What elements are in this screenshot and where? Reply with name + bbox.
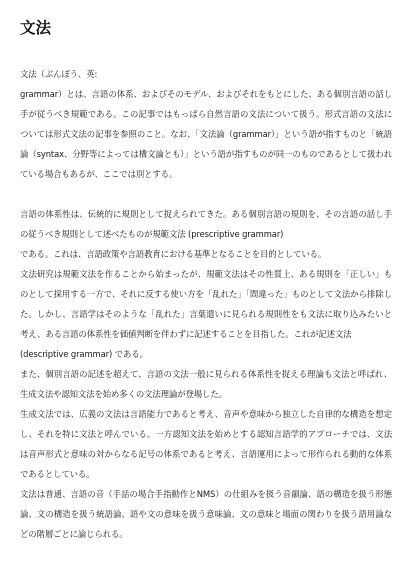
subfields-paragraph: 文法は普通、言語の音（手話の場合手指動作とNMS）の仕組みを扱う音韻論、語の構造を扱う形態論、文の構造を扱う統語論、語や文の意味を扱う意味論、文の意味と場面の関わりを扱う語用論などの階層ごとに論じられる。 <box>20 489 392 539</box>
prescriptive-purpose-paragraph: である。これは、言語政策や言語教育における基準となることを目的としている。 <box>20 249 327 259</box>
document-page <box>20 18 392 544</box>
grammar-theory-paragraph: また、個別言語の記述を超えて、言語の文法一般に見られる体系性を捉える理論も文法と呼ばれ、生成文法や認知文法を始め多くの文法理論が登場した。 <box>20 369 392 399</box>
prescriptive-paragraph: 言語の体系性は、伝統的に規則として捉えられてきた。ある個別言語の規則を、その言語の話し手の従うべき規則として述べたものが規範文法 (prescriptive grammar) <box>20 209 392 239</box>
definition-paragraph: grammar）とは、言語の体系、およびそのモデル、およびそれをもとにした、ある個別言語の話し手が従うべき規範である。この記事ではもっぱら自然言語の文法について扱う。形式言語の文法については形式文法の記事を参照のこと。なお、「文法論（grammar）」という語が指すものと「統語論（syntax、分野等によっては構文論とも）」という語が指すものが同一のものであるとして扱われている場合もあるが、ここでは別とする。 <box>20 89 392 179</box>
descriptive-paragraph: 文法研究は規範文法を作ることから始まったが、規範文法はその性質上、ある規則を「正しい」ものとして採用する一方で、それに反する使い方を「乱れた」「間違った」ものとして文法から排除した。しかし、言語学はそのような「乱れた」言葉遣いに見られる規則性をも文法に取り込みたいと考え、ある言語の体系性を価値判断を伴わずに記述することを目指した。これが記述文法 <box>20 269 392 339</box>
intro-line: 文法（ぶんぽう、英: <box>20 69 98 79</box>
page-title: 文法 <box>20 19 52 37</box>
paragraph-gap <box>20 184 392 204</box>
descriptive-term-line: (descriptive grammar) である。 <box>20 349 148 359</box>
generative-cognitive-paragraph: 生成文法では、広義の文法は言語能力であると考え、音声や意味から独立した自律的な構造を想定し、それを特に文法と呼んでいる。一方認知文法を始めとする認知言語学的アプローチでは、文法は音声形式と意味の対からなる記号の体系であると考え、言語運用によって形作られる動的な体系であるとしている。 <box>20 409 392 479</box>
